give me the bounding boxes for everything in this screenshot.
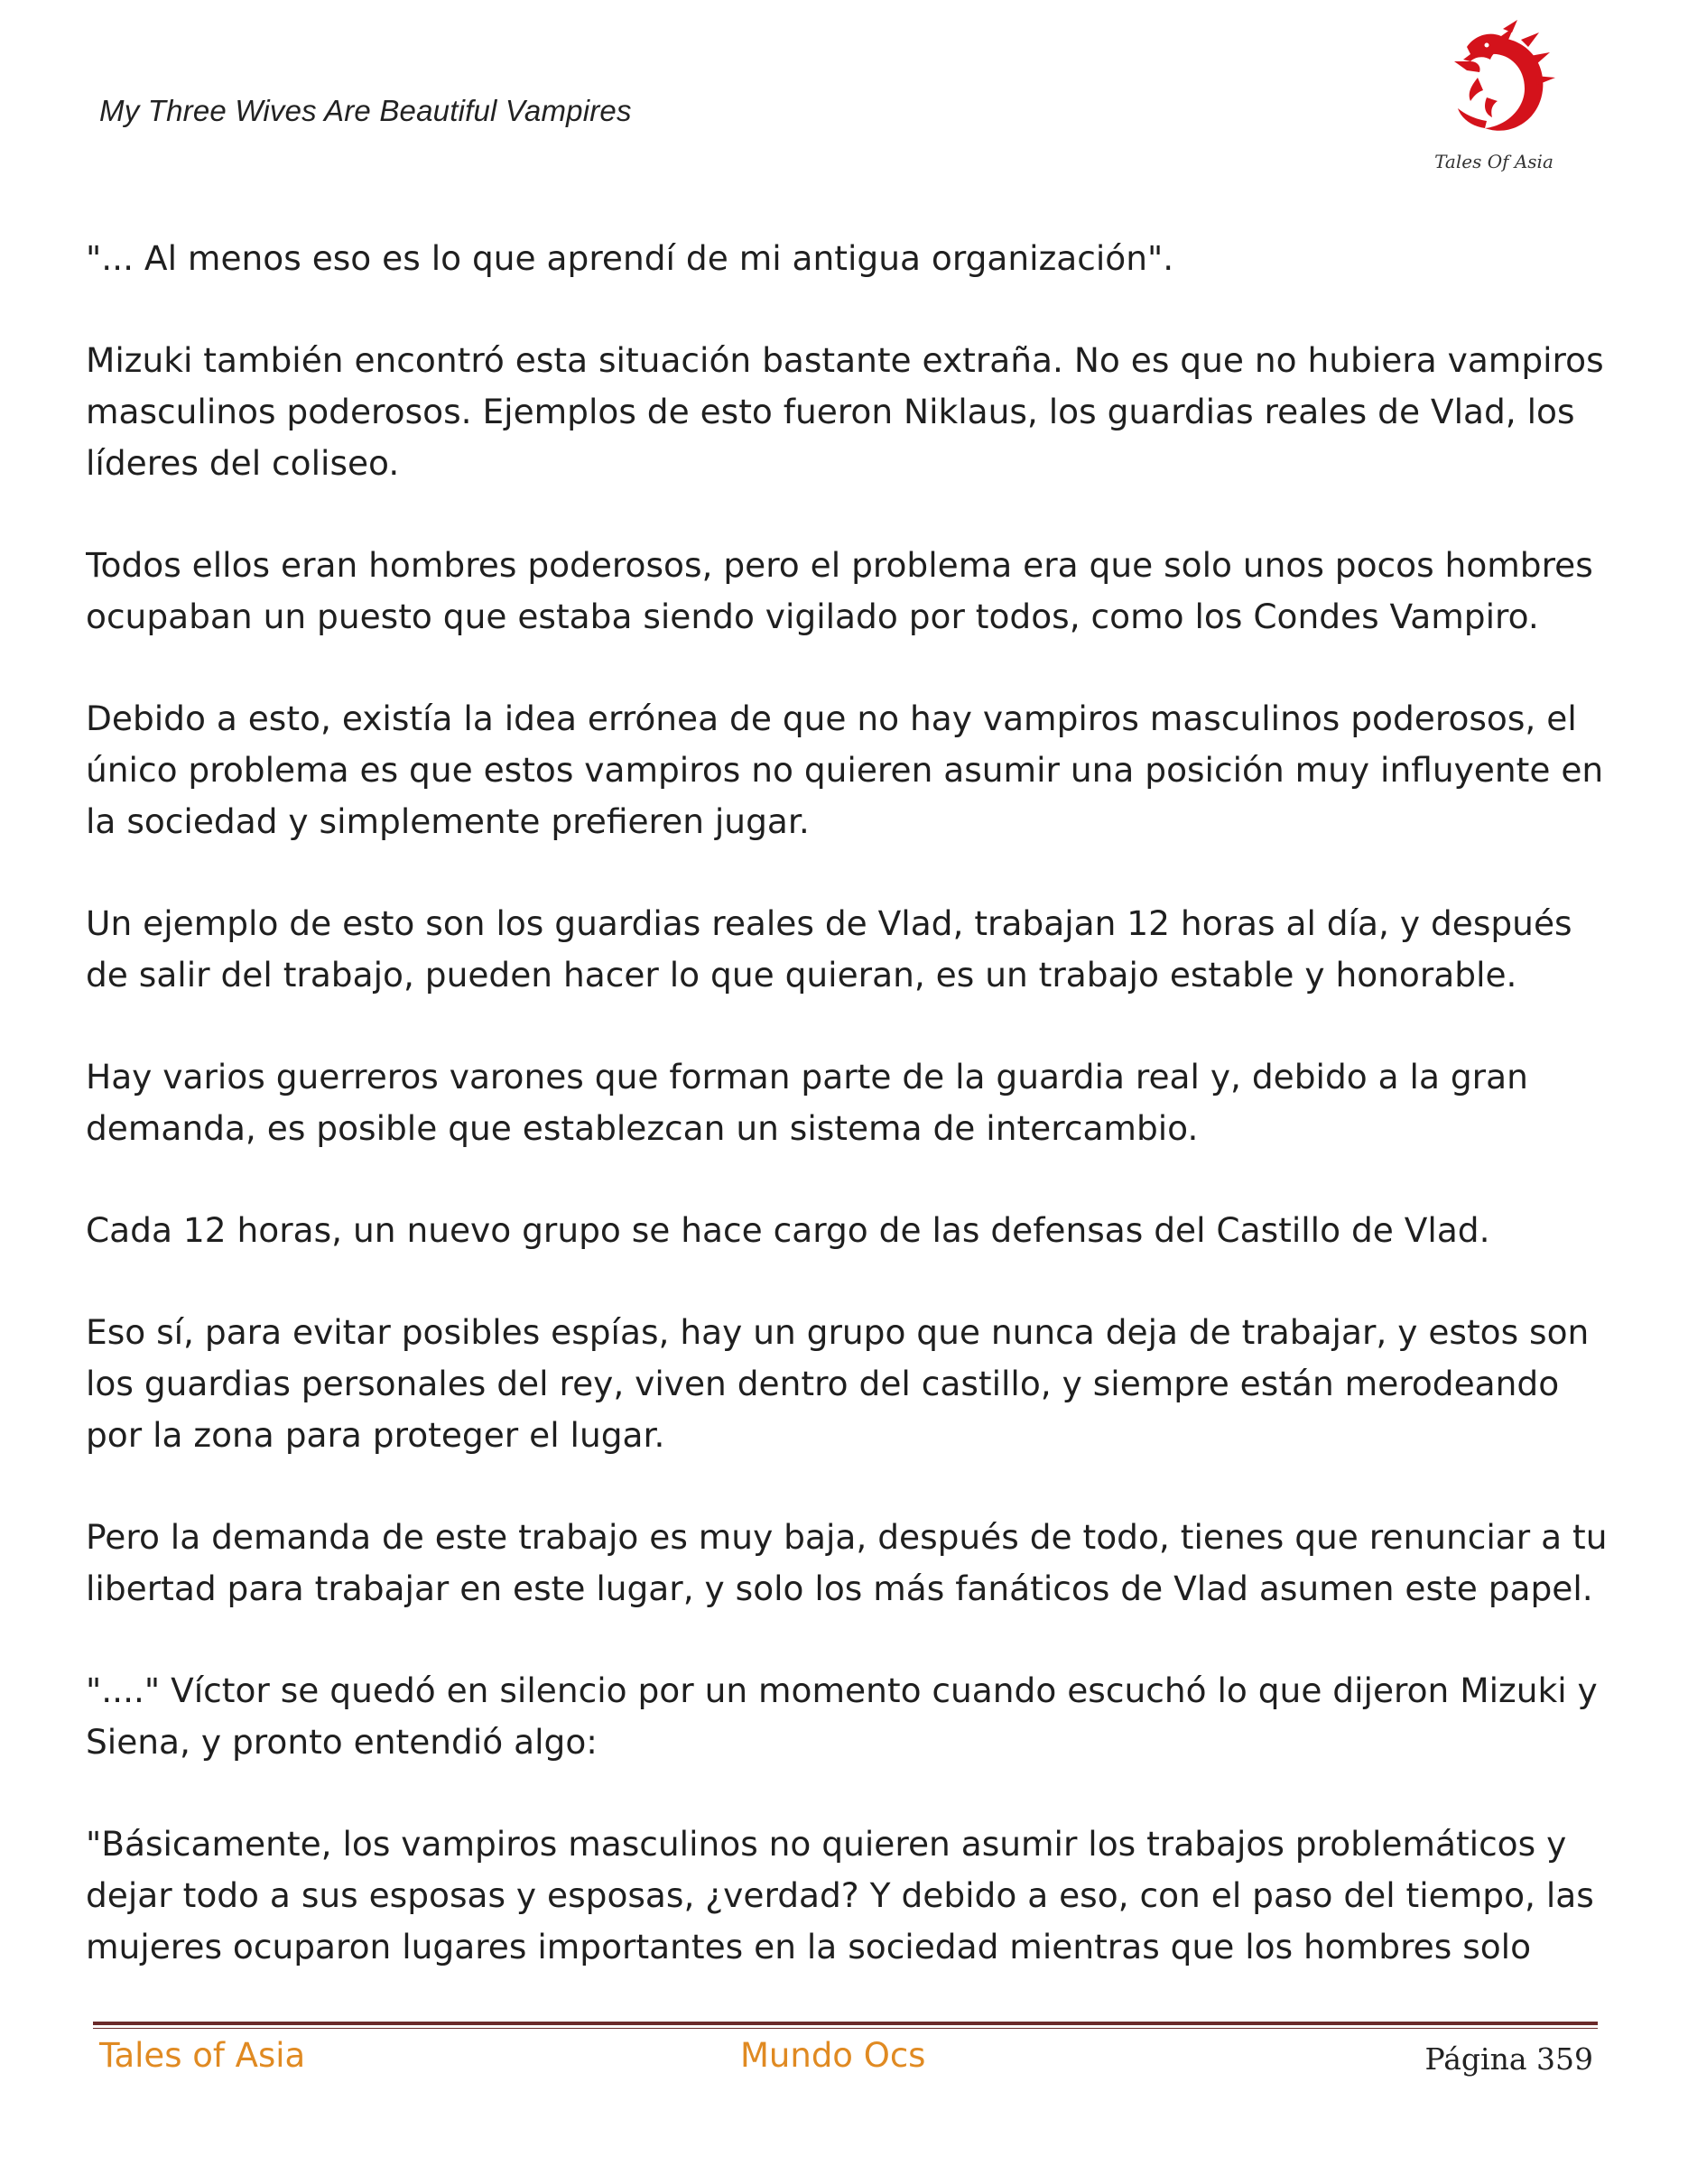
paragraph: Debido a esto, existía la idea errónea de que no hay vampiros masculinos poderosos, el único problema es que estos vampiros no quieren asumir una posición muy influyente en la sociedad y simplemente prefieren jugar. — [86, 699, 1604, 841]
paragraph: Mizuki también encontró esta situación bastante extraña. No es que no hubiera vampiros masculinos poderosos. Ejemplos de esto fueron Niklaus, los guardias reales de Vlad, los líderes del coliseo. — [86, 340, 1604, 483]
page-number: Página 359 — [1424, 2041, 1593, 2077]
footer-site-name: Tales of Asia — [99, 2036, 306, 2075]
paragraph: "...." Víctor se quedó en silencio por un momento cuando escuchó lo que dijeron Mizuki y Siena, y pronto entendió algo: — [86, 1670, 1598, 1762]
footer-divider — [93, 2022, 1598, 2025]
paragraph: Eso sí, para evitar posibles espías, hay un grupo que nunca deja de trabajar, y estos son los guardias personales del rey, viven dentro del castillo, y siempre están merodeando por la zona para proteger el lugar. — [86, 1312, 1590, 1455]
paragraph: Un ejemplo de esto son los guardias reales de Vlad, trabajan 12 horas al día, y después de salir del trabajo, pueden hacer lo que quieran, es un trabajo estable y honorable. — [86, 903, 1572, 995]
red-dragon-icon — [1431, 20, 1557, 146]
logo-text: Tales Of Asia — [1434, 151, 1554, 172]
chapter-text — [86, 233, 1620, 2022]
tales-of-asia-logo — [1431, 20, 1557, 182]
paragraph: "Básicamente, los vampiros masculinos no quieren asumir los trabajos problemáticos y dejar todo a sus esposas y esposas, ¿verdad? Y debido a eso, con el paso del tiempo, las mujeres ocuparon lugares importantes en la sociedad mientras que los hombres solo — [86, 1824, 1594, 1967]
book-title: My Three Wives Are Beautiful Vampires — [99, 94, 632, 127]
paragraph: Cada 12 horas, un nuevo grupo se hace cargo de las defensas del Castillo de Vlad. — [86, 1210, 1490, 1250]
paragraph: Pero la demanda de este trabajo es muy baja, después de todo, tienes que renunciar a tu libertad para trabajar en este lugar, y solo los más fanáticos de Vlad asumen este papel. — [86, 1517, 1608, 1608]
footer-section-name: Mundo Ocs — [740, 2036, 926, 2075]
paragraph: Hay varios guerreros varones que forman parte de la guardia real y, debido a la gran demanda, es posible que establezcan un sistema de intercambio. — [86, 1057, 1528, 1148]
footer-divider-thin — [93, 2028, 1598, 2029]
paragraph: Todos ellos eran hombres poderosos, pero el problema era que solo unos pocos hombres ocupaban un puesto que estaba siendo vigilado por todos, como los Condes Vampiro. — [86, 545, 1593, 636]
paragraph: "... Al menos eso es lo que aprendí de mi antigua organización". — [86, 238, 1174, 278]
